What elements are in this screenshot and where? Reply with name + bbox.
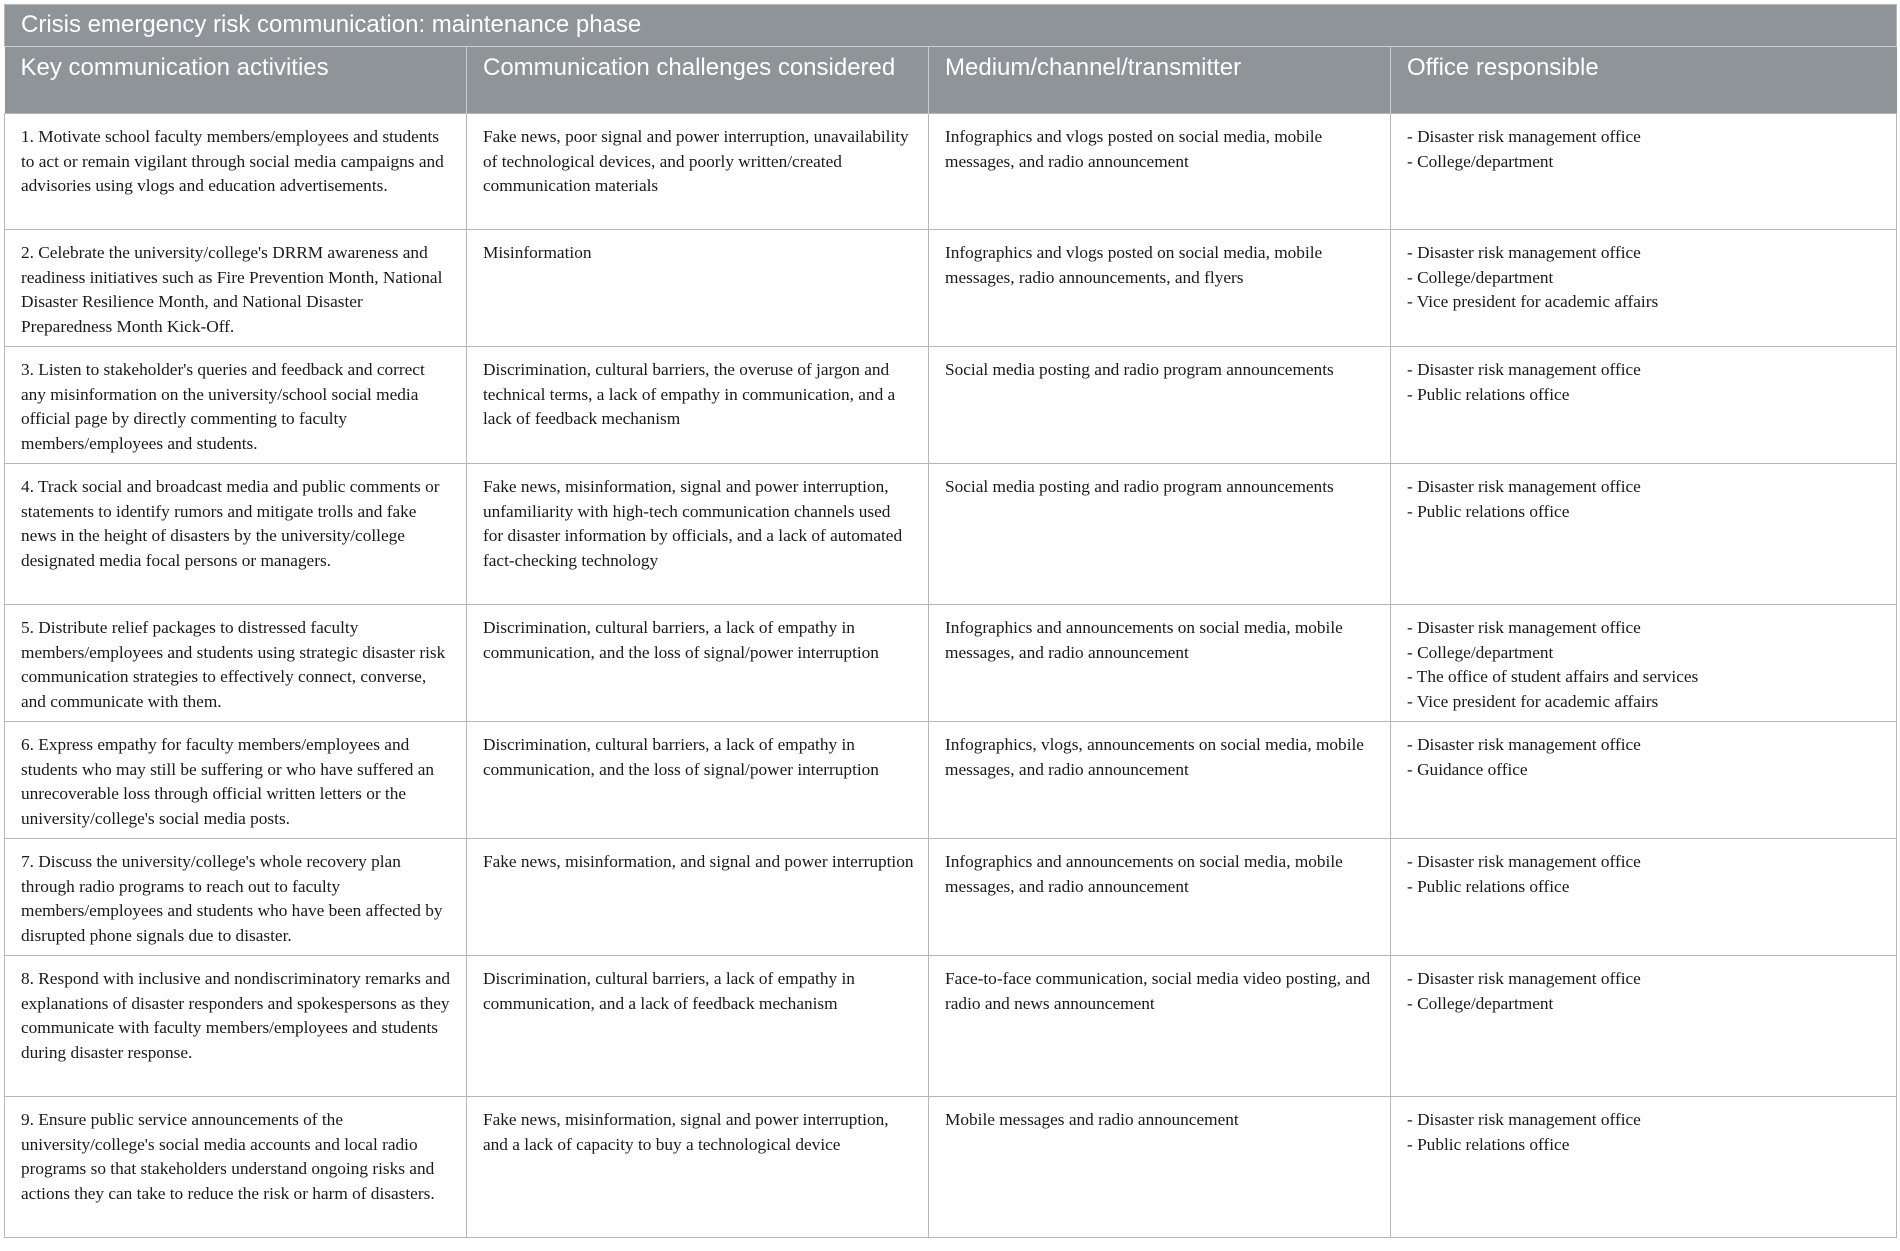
office-item: - College/department bbox=[1407, 151, 1554, 171]
office-item: - College/department bbox=[1407, 993, 1554, 1013]
office-item: - The office of student affairs and services bbox=[1407, 667, 1699, 686]
table-row bbox=[5, 464, 1897, 605]
medium-cell: Infographics, vlogs, announcements on social media, mobile messages, and radio announcement bbox=[929, 722, 1391, 839]
activity-cell: 4. Track social and broadcast media and public comments or statements to identify rumors and mitigate trolls and fake news in the height of disasters by the university/college designated media focal persons or managers. bbox=[5, 464, 467, 605]
office-cell bbox=[1391, 956, 1897, 1097]
table-row bbox=[5, 230, 1897, 347]
challenges-cell: Fake news, misinformation, signal and power interruption, and a lack of capacity to buy a technological device bbox=[467, 1097, 929, 1238]
office-item: - Disaster risk management office bbox=[1407, 618, 1641, 637]
activity-cell: 3. Listen to stakeholder's queries and feedback and correct any misinformation on the university/school social media official page by directly commenting to faculty members/employees and students. bbox=[5, 347, 467, 464]
office-item: - Disaster risk management office bbox=[1407, 735, 1641, 754]
office-cell bbox=[1391, 114, 1897, 230]
office-list bbox=[1407, 616, 1882, 714]
activity-cell: 7. Discuss the university/college's whole recovery plan through radio programs to reach out to faculty members/employees and students who have been affected by disrupted phone signals due to disaster. bbox=[5, 839, 467, 956]
office-item: - Public relations office bbox=[1407, 1134, 1570, 1154]
office-cell bbox=[1391, 464, 1897, 605]
challenges-cell: Fake news, misinformation, signal and power interruption, unfamiliarity with high-tech communication channels used for disaster information by officials, and a lack of automated fact-checking technology bbox=[467, 464, 929, 605]
office-item: - Disaster risk management office bbox=[1407, 243, 1641, 262]
office-item: - Guidance office bbox=[1407, 759, 1528, 779]
table-row bbox=[5, 722, 1897, 839]
office-list bbox=[1407, 125, 1882, 174]
challenges-cell: Discrimination, cultural barriers, the overuse of jargon and technical terms, a lack of empathy in communication, and a lack of feedback mechanism bbox=[467, 347, 929, 464]
activity-cell: 5. Distribute relief packages to distressed faculty members/employees and students using strategic disaster risk communication strategies to effectively connect, converse, and communicate with them. bbox=[5, 605, 467, 722]
header-medium: Medium/channel/transmitter bbox=[929, 47, 1391, 114]
office-list bbox=[1407, 967, 1882, 1016]
office-item: - Disaster risk management office bbox=[1407, 969, 1641, 988]
activity-cell: 8. Respond with inclusive and nondiscriminatory remarks and explanations of disaster responders and spokespersons as they communicate with faculty members/employees and students during disaster response. bbox=[5, 956, 467, 1097]
office-item: - Public relations office bbox=[1407, 501, 1570, 521]
office-list bbox=[1407, 475, 1882, 524]
activity-cell: 1. Motivate school faculty members/employees and students to act or remain vigilant through social media campaigns and advisories using vlogs and education advertisements. bbox=[5, 114, 467, 230]
challenges-cell: Discrimination, cultural barriers, a lack of empathy in communication, and the loss of signal/power interruption bbox=[467, 722, 929, 839]
office-item: - Disaster risk management office bbox=[1407, 477, 1641, 496]
table-row bbox=[5, 605, 1897, 722]
office-list bbox=[1407, 733, 1882, 782]
challenges-cell: Discrimination, cultural barriers, a lack of empathy in communication, and the loss of signal/power interruption bbox=[467, 605, 929, 722]
medium-cell: Social media posting and radio program announcements bbox=[929, 464, 1391, 605]
office-cell bbox=[1391, 605, 1897, 722]
office-item: - Disaster risk management office bbox=[1407, 1110, 1641, 1129]
office-list bbox=[1407, 850, 1882, 899]
activity-cell: 6. Express empathy for faculty members/employees and students who may still be suffering or who have suffered an unrecoverable loss through official written letters or the university/college's social media posts. bbox=[5, 722, 467, 839]
header-challenges: Communication challenges considered bbox=[467, 47, 929, 114]
office-item: - Disaster risk management office bbox=[1407, 127, 1641, 146]
activity-cell: 9. Ensure public service announcements of the university/college's social media accounts and local radio programs so that stakeholders understand ongoing risks and actions they can take to reduce the risk or harm of disasters. bbox=[5, 1097, 467, 1238]
table-row bbox=[5, 347, 1897, 464]
medium-cell: Infographics and announcements on social media, mobile messages, and radio announcement bbox=[929, 839, 1391, 956]
office-list bbox=[1407, 1108, 1882, 1157]
office-item: - Public relations office bbox=[1407, 384, 1570, 404]
office-list bbox=[1407, 241, 1882, 315]
header-office: Office responsible bbox=[1391, 47, 1897, 114]
office-item: - Vice president for academic affairs bbox=[1407, 292, 1659, 311]
office-cell bbox=[1391, 1097, 1897, 1238]
office-cell bbox=[1391, 839, 1897, 956]
table-row bbox=[5, 114, 1897, 230]
table-row bbox=[5, 1097, 1897, 1238]
office-list bbox=[1407, 358, 1882, 407]
medium-cell: Infographics and vlogs posted on social media, mobile messages, and radio announcement bbox=[929, 114, 1391, 230]
office-item: - College/department bbox=[1407, 267, 1554, 287]
medium-cell: Face-to-face communication, social media video posting, and radio and news announcement bbox=[929, 956, 1391, 1097]
office-cell bbox=[1391, 230, 1897, 347]
table-title-row bbox=[5, 5, 1897, 47]
header-key-activities: Key communication activities bbox=[5, 47, 467, 114]
office-item: - College/department bbox=[1407, 642, 1554, 662]
risk-communication-table bbox=[4, 4, 1897, 1238]
challenges-cell: Fake news, misinformation, and signal and power interruption bbox=[467, 839, 929, 956]
table-row bbox=[5, 839, 1897, 956]
challenges-cell: Discrimination, cultural barriers, a lack of empathy in communication, and a lack of feedback mechanism bbox=[467, 956, 929, 1097]
office-item: - Vice president for academic affairs bbox=[1407, 691, 1659, 711]
medium-cell: Infographics and vlogs posted on social media, mobile messages, radio announcements, and flyers bbox=[929, 230, 1391, 347]
office-cell bbox=[1391, 347, 1897, 464]
medium-cell: Social media posting and radio program announcements bbox=[929, 347, 1391, 464]
medium-cell: Infographics and announcements on social media, mobile messages, and radio announcement bbox=[929, 605, 1391, 722]
challenges-cell: Fake news, poor signal and power interruption, unavailability of technological devices, and poorly written/created communication materials bbox=[467, 114, 929, 230]
medium-cell: Mobile messages and radio announcement bbox=[929, 1097, 1391, 1238]
challenges-cell: Misinformation bbox=[467, 230, 929, 347]
office-item: - Disaster risk management office bbox=[1407, 852, 1641, 871]
risk-communication-table-wrapper bbox=[4, 4, 1896, 1238]
table-header-row bbox=[5, 47, 1897, 114]
table-title: Crisis emergency risk communication: maintenance phase bbox=[5, 5, 1897, 47]
office-item: - Public relations office bbox=[1407, 876, 1570, 896]
table-row bbox=[5, 956, 1897, 1097]
activity-cell: 2. Celebrate the university/college's DRRM awareness and readiness initiatives such as Fire Prevention Month, National Disaster Resilience Month, and National Disaster Preparedness Month Kick-Off. bbox=[5, 230, 467, 347]
office-cell bbox=[1391, 722, 1897, 839]
office-item: - Disaster risk management office bbox=[1407, 360, 1641, 379]
